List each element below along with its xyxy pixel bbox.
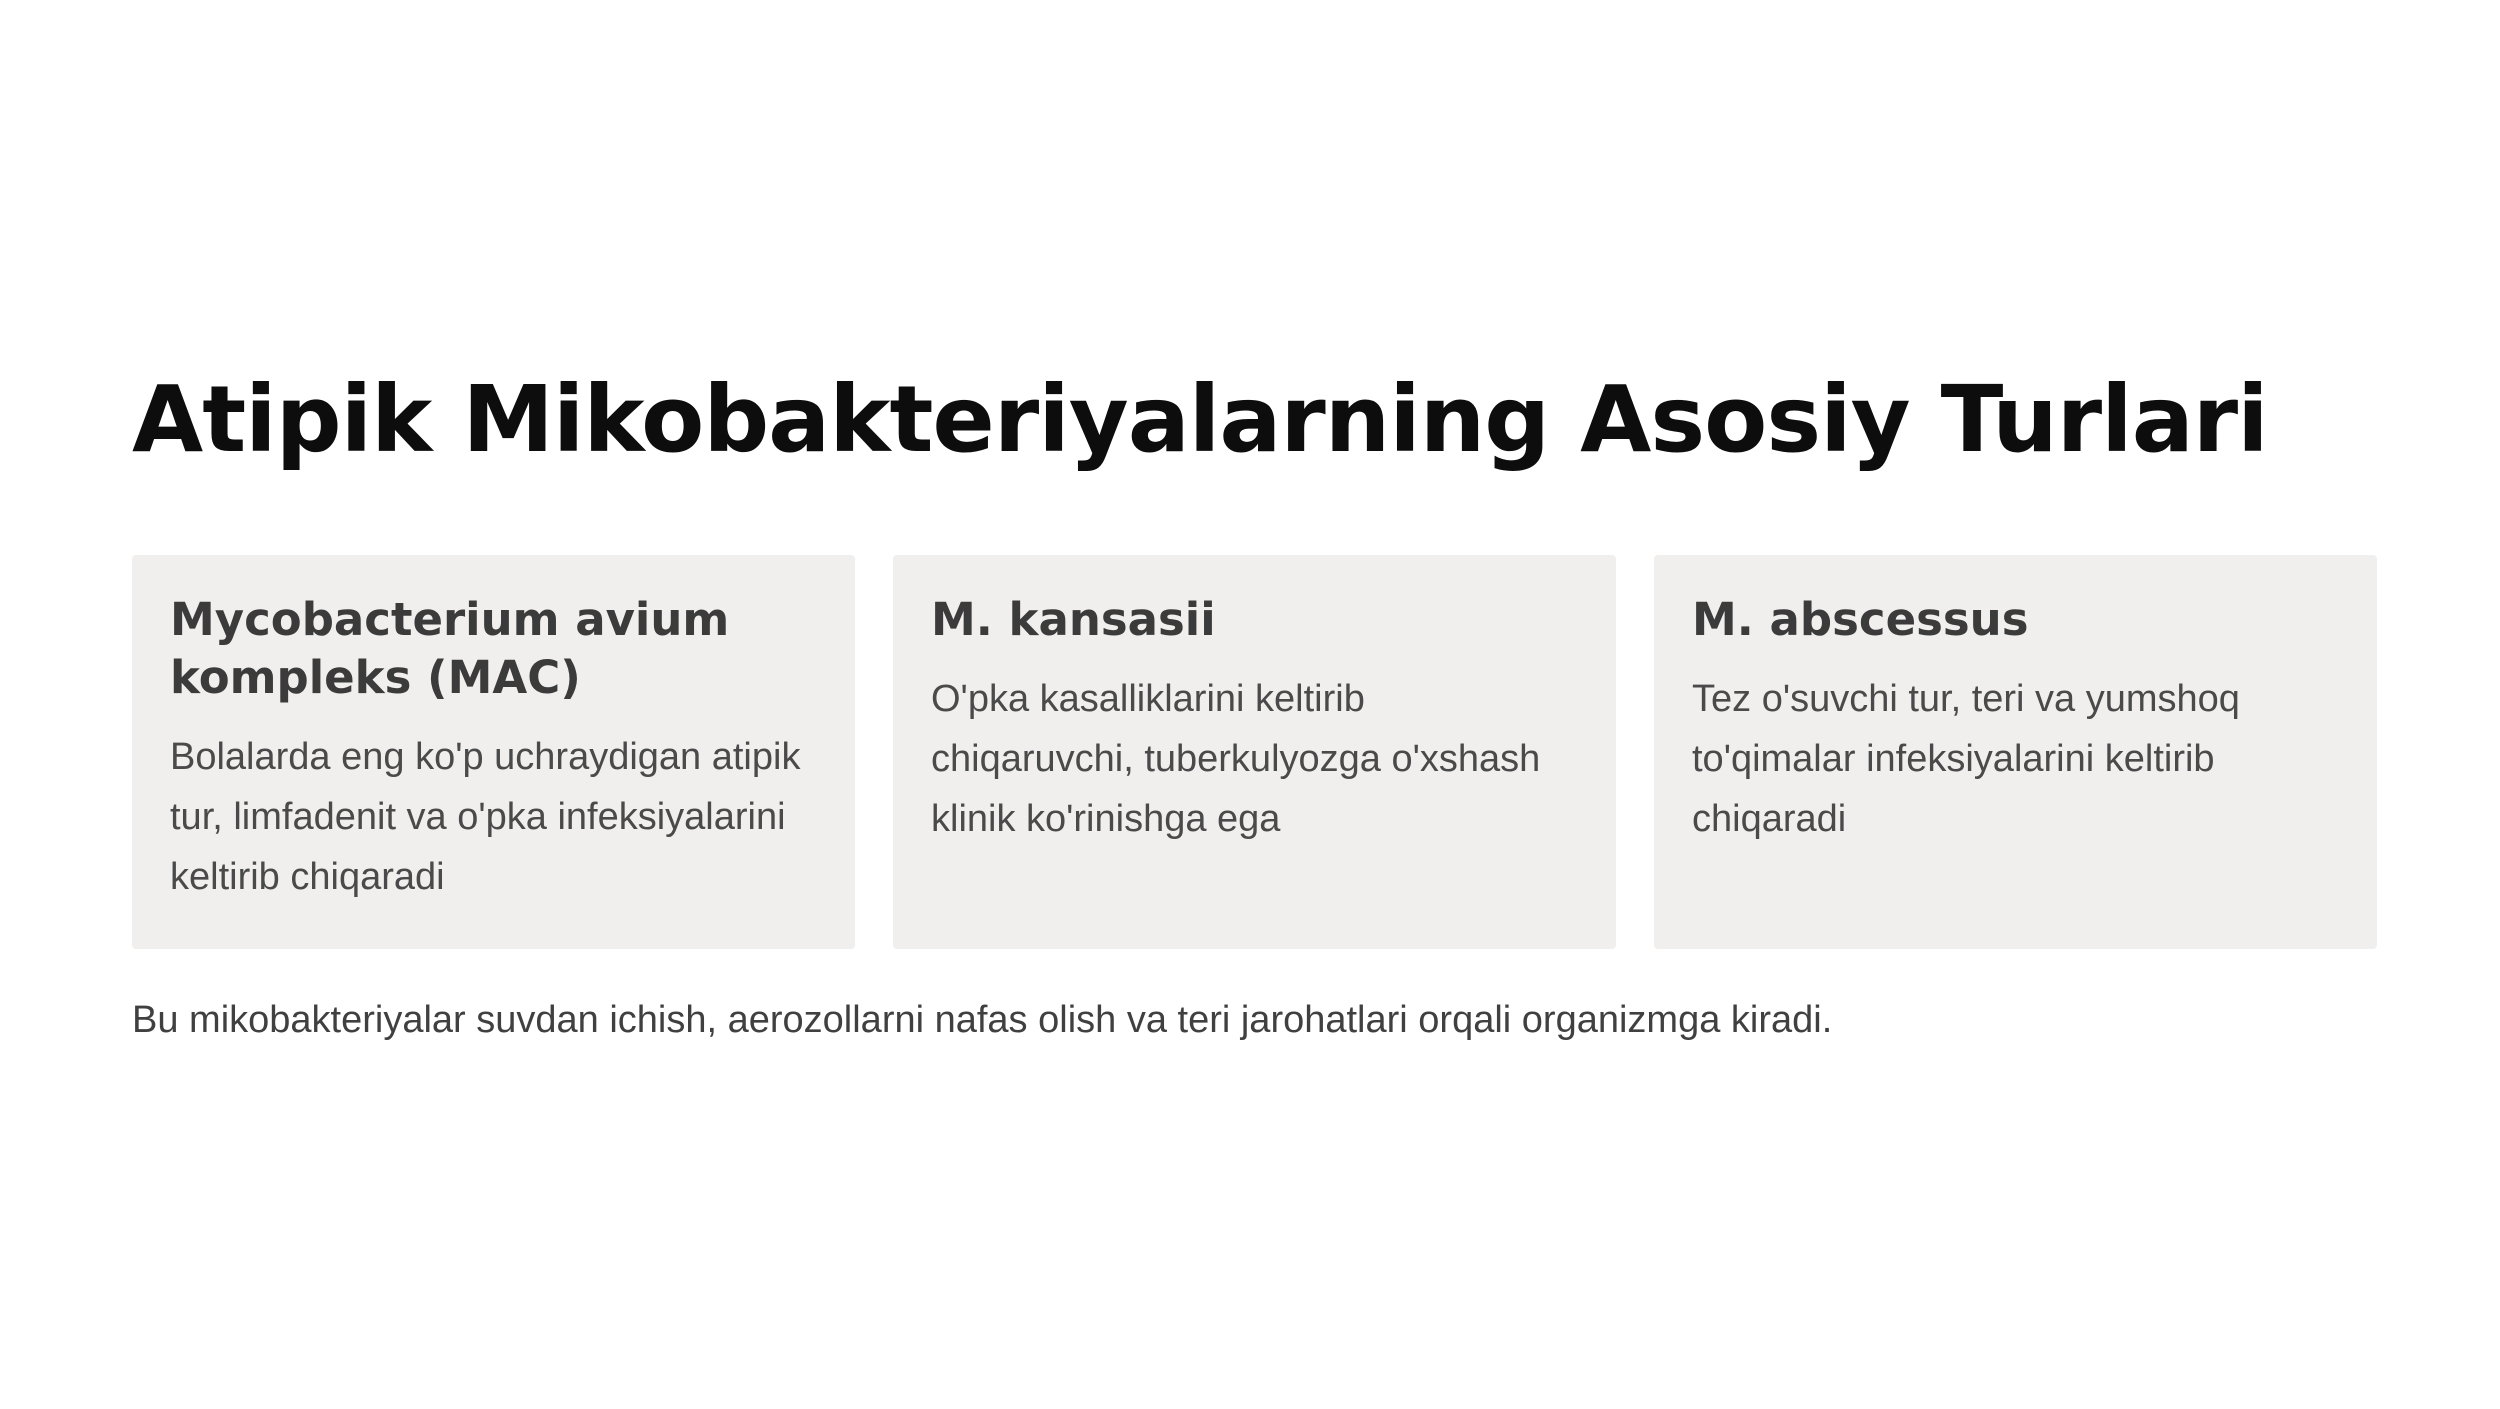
card-title: M. kansasii — [931, 593, 1216, 646]
card-description: Bolalarda eng ko'p uchraydigan atipik tur, limfadenit va o'pka infeksiyalarini keltirib chiqaradi — [170, 736, 801, 898]
card-abscessus — [1654, 555, 2377, 949]
card-kansasii — [893, 555, 1616, 949]
card-mac — [132, 555, 855, 949]
card-description: Tez o'suvchi tur, teri va yumshoq to'qimalar infeksiyalarini keltirib chiqaradi — [1692, 678, 2240, 840]
slide-title: Atipik Mikobakteriyalarning Asosiy Turlari — [132, 366, 2268, 473]
card-title: Mycobacterium avium kompleks (MAC) — [170, 593, 730, 704]
card-description: O'pka kasalliklarini keltirib chiqaruvchi, tuberkulyozga o'xshash klinik ko'rinishga ega — [931, 678, 1541, 840]
card-row — [132, 555, 2377, 949]
card-title: M. abscessus — [1692, 593, 2029, 646]
footer-note: Bu mikobakteriyalar suvdan ichish, aerozollarni nafas olish va teri jarohatlari orqali organizmga kiradi. — [132, 999, 1833, 1041]
